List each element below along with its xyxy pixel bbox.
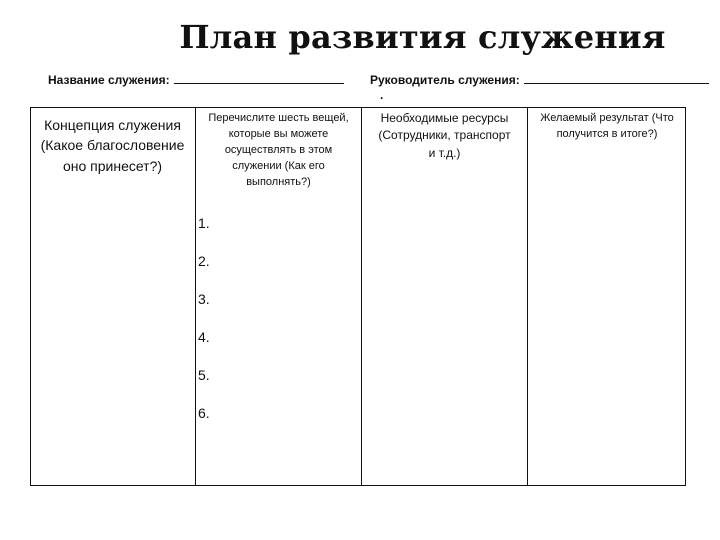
six-things-header: Перечислите шесть вещей, которые вы можете осуществлять в этом служении (Как его выполнять?) xyxy=(208,112,349,188)
ministry-name-blank[interactable] xyxy=(174,72,344,84)
stray-dot: . xyxy=(380,88,384,102)
resources-header-text: Необходимые ресурсы (Сотрудники, транспорт xyxy=(378,111,511,143)
result-column[interactable] xyxy=(527,107,686,486)
list-item: 1. xyxy=(198,215,210,231)
concept-header: Концепция служения (Какое благословение оно принесет?) xyxy=(40,117,185,174)
concept-column[interactable] xyxy=(30,107,195,486)
six-things-column[interactable] xyxy=(195,107,361,486)
resources-header-etc: и т.д.) xyxy=(428,145,461,160)
page-title: План развития служения xyxy=(179,18,666,56)
ministry-name-label: Название служения: xyxy=(48,73,170,87)
resources-header xyxy=(362,110,527,162)
result-header: Желаемый результат (Что получится в итоге?) xyxy=(540,112,674,140)
numbered-list xyxy=(198,212,210,440)
list-item: 4. xyxy=(198,329,210,345)
leader-blank[interactable] xyxy=(524,72,709,84)
list-item: 6. xyxy=(198,405,210,421)
leader-field xyxy=(370,72,709,87)
ministry-name-field xyxy=(48,72,344,87)
list-item: 3. xyxy=(198,291,210,307)
list-item: 5. xyxy=(198,367,210,383)
resources-column[interactable] xyxy=(361,107,527,486)
leader-label: Руководитель служения: xyxy=(370,73,520,87)
list-item: 2. xyxy=(198,253,210,269)
